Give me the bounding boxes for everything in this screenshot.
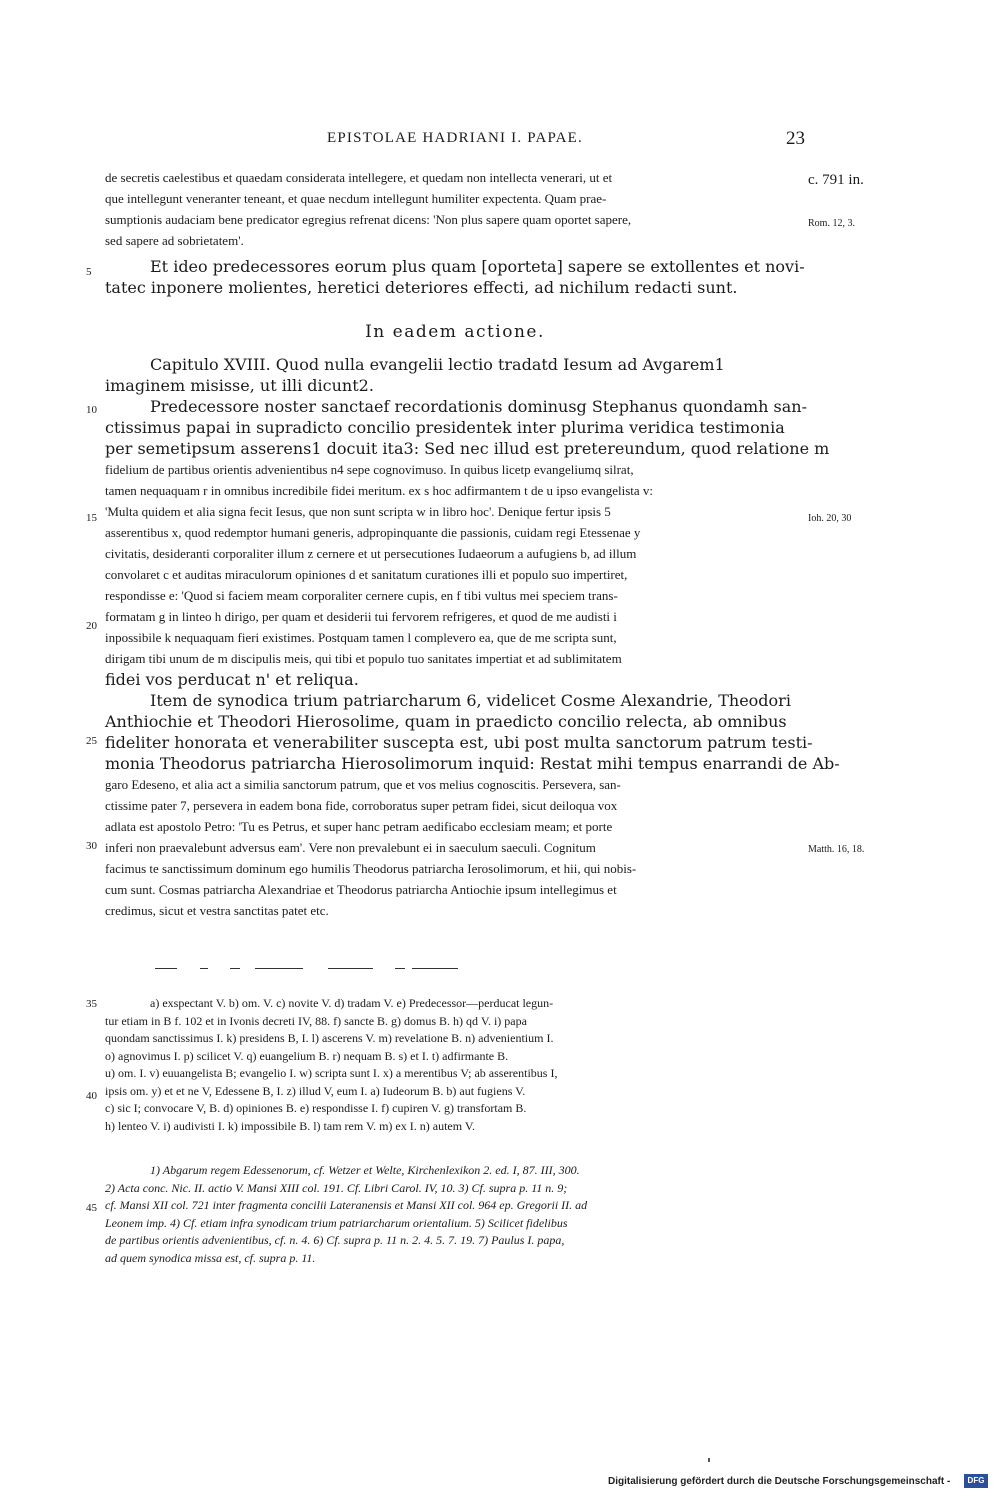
line-number: 30 bbox=[86, 840, 97, 852]
text-line: ctissime pater 7, persevera in eadem bona fide, corroboratus super petram fidei, sicut deiloqua vox bbox=[105, 798, 618, 813]
text-line: monia Theodorus patriarcha Hierosolimorum inquid: Restat mihi tempus enarrandi de Ab- bbox=[105, 754, 840, 773]
margin-note-rom: Rom. 12, 3. bbox=[808, 218, 855, 229]
separator-rule bbox=[412, 968, 458, 969]
footnote-line: Leonem imp. 4) Cf. etiam infra synodicam trium patriarcharum orientalium. 5) Scilicet fidelibus bbox=[105, 1215, 568, 1230]
text-line: adlata est apostolo Petro: 'Tu es Petrus, et super hanc petram aedificabo ecclesiam meam; et porte bbox=[105, 819, 613, 834]
page-header bbox=[105, 130, 805, 154]
text-line: inferi non praevalebunt adversus eam'. Vere non prevalebunt ei in saeculum saeculi. Cognitum bbox=[105, 840, 596, 855]
text-block-intro bbox=[105, 167, 805, 251]
text-line: asserentibus x, quod redemptor humani generis, adpropinquante die passionis, cuidam regi Etessenae y bbox=[105, 525, 641, 540]
separator-rule bbox=[395, 968, 405, 969]
text-line: fideliter honorata et venerabiliter suscepta est, ubi post multa sanctorum patrum testi- bbox=[105, 733, 813, 752]
apparatus-line: ipsis om. y) et et ne V, Edessene B, I. z) illud V, eum I. a) Iudeorum B. b) aut fugiens V. bbox=[105, 1083, 526, 1098]
apparatus-line: o) agnovimus I. p) scilicet V. q) euangelium B. r) nequam B. s) et I. t) adfirmante B. bbox=[105, 1048, 509, 1063]
line-number: 25 bbox=[86, 735, 97, 747]
text-line: que intellegunt veneranter teneant, et quae necdum intellegunt humiliter expectenta. Quam prae- bbox=[105, 191, 607, 206]
text-line: civitatis, desideranti corporaliter illum z cernere et ut persecutiones Iudaeorum a aufugiens b, ad illum bbox=[105, 546, 637, 561]
footnote-line: 1) Abgarum regem Edessenorum, cf. Wetzer et Welte, Kirchenlexikon 2. ed. I, 87. III, 300. bbox=[150, 1163, 580, 1177]
text-line: imaginem misisse, ut illi dicunt2. bbox=[105, 376, 374, 395]
apparatus-line: c) sic I; convocare V, B. d) opiniones B. e) respondisse I. f) cupiren V. g) transfortam B. bbox=[105, 1101, 527, 1115]
footnote-line: ad quem synodica missa est, cf. supra p. 11. bbox=[105, 1250, 316, 1265]
text-line: facimus te sanctissimum dominum ego humilis Theodorus patriarcha Ierosolimorum, et hii, qui nobis- bbox=[105, 861, 637, 876]
text-line: sed sapere ad sobrietatem'. bbox=[105, 233, 244, 248]
apparatus-line: a) exspectant V. b) om. V. c) novite V. d) tradam V. e) Predecessor—perducat legun- bbox=[150, 996, 554, 1010]
digitization-credit: Digitalisierung gefördert durch die Deutsche Forschungsgemeinschaft - bbox=[608, 1476, 951, 1487]
footnote-line: cf. Mansi XII col. 721 inter fragmenta concilii Lateranensis et Mansi XII col. 964 ep. Gregorii II. ad bbox=[105, 1198, 588, 1212]
text-line: de secretis caelestibus et quaedam considerata intellegere, et quedam non intellecta venerari, ut et bbox=[105, 170, 613, 185]
scan-speck bbox=[708, 1458, 710, 1462]
text-line: garo Edeseno, et alia act a similia sanctorum patrum, que et vos melius cognoscitis. Persevera, san- bbox=[105, 777, 621, 792]
margin-note-matth: Matth. 16, 18. bbox=[808, 844, 865, 855]
line-number: 15 bbox=[86, 512, 97, 524]
text-line: Item de synodica trium patriarcharum 6, videlicet Cosme Alexandrie, Theodori bbox=[150, 691, 791, 710]
section-heading: In eadem actione. bbox=[365, 322, 545, 342]
separator-rule bbox=[230, 968, 240, 969]
margin-note-ioh: Ioh. 20, 30 bbox=[808, 513, 852, 524]
line-number: 35 bbox=[86, 998, 97, 1010]
footnotes bbox=[105, 1162, 805, 1267]
text-line: ctissimus papai in supradicto concilio presidentek inter plurima veridica testimonia bbox=[105, 418, 785, 437]
separator-rule bbox=[328, 968, 373, 969]
line-number: 40 bbox=[86, 1090, 97, 1102]
line-number: 20 bbox=[86, 620, 97, 632]
separator-rule bbox=[255, 968, 303, 969]
text-line: respondisse e: 'Quod si faciem meam corporaliter cernere cupis, en f tibi vultus mei speciem trans- bbox=[105, 588, 618, 603]
text-line: cum sunt. Cosmas patriarcha Alexandriae et Theodorus patriarcha Antiochie ipsum intellegimus et bbox=[105, 882, 617, 897]
apparatus-line: quondam sanctissimus I. k) presidens B, I. l) ascerens V. m) revelatione B. n) advenientium I. bbox=[105, 1031, 554, 1045]
text-line: 'Multa quidem et alia signa fecit Iesus, que non sunt scripta w in libro hoc'. Denique fertur ipsis 5 bbox=[105, 504, 611, 519]
line-number: 10 bbox=[86, 404, 97, 416]
dfg-logo: DFG bbox=[964, 1474, 988, 1488]
text-line: fidelium de partibus orientis advenientibus n4 sepe cognovimuso. In quibus licetp evangeliumq silrat, bbox=[105, 462, 634, 477]
footnote-line: 2) Acta conc. Nic. II. actio V. Mansi XIII col. 191. Cf. Libri Carol. IV, 10. 3) Cf. supra p. 11 n. 9; bbox=[105, 1180, 568, 1195]
page-number: 23 bbox=[786, 128, 805, 149]
footnote-line: de partibus orientis advenientibus, cf. n. 4. 6) Cf. supra p. 11 n. 2. 4. 5. 7. 19. 7) Paulus I. papa, bbox=[105, 1233, 565, 1247]
apparatus-line: tur etiam in B f. 102 et in Ivonis decreti IV, 88. f) sancte B. g) domus B. h) qd V. i) papa bbox=[105, 1013, 527, 1028]
text-line: fidei vos perducat n' et reliqua. bbox=[105, 670, 359, 689]
text-line: tamen nequaquam r in omnibus incredibile fidei meritum. ex s hoc adfirmantem t de u ipso evangelista v: bbox=[105, 483, 654, 498]
text-line: Et ideo predecessores eorum plus quam [oporteta] sapere se extollentes et novi- bbox=[150, 257, 805, 276]
text-line: tatec inponere molientes, heretici deteriores effecti, ad nichilum redacti sunt. bbox=[105, 278, 738, 297]
text-line: formatam g in linteo h dirigo, per quam et desiderii tui fervorem refrigeres, et quod de me audisti i bbox=[105, 609, 617, 624]
text-line: credimus, sicut et vestra sanctitas patet etc. bbox=[105, 903, 329, 918]
critical-apparatus bbox=[105, 995, 805, 1135]
apparatus-line: h) lenteo V. i) audivisti I. k) impossibile B. l) tam rem V. m) ex I. n) autem V. bbox=[105, 1118, 475, 1133]
margin-note-date: c. 791 in. bbox=[808, 172, 864, 188]
text-line: Predecessore noster sanctaef recordationis dominusg Stephanus quondamh san- bbox=[150, 397, 808, 416]
line-number: 5 bbox=[86, 266, 92, 278]
chapter-heading: Capitulo XVIII. Quod nulla evangelii lectio tradatd Iesum ad Avgarem1 bbox=[150, 355, 725, 374]
running-title: EPISTOLAE HADRIANI I. PAPAE. bbox=[327, 130, 583, 146]
text-line: dirigam tibi unum de m discipulis meis, qui tibi et populo tuo sanitates impertiat et ad sublimitatem bbox=[105, 651, 622, 666]
text-block-large-1 bbox=[105, 256, 805, 298]
separator-rule bbox=[155, 968, 177, 969]
text-line: sumptionis audaciam bene predicator egregius refrenat dicens: 'Non plus sapere quam oportet sapere, bbox=[105, 212, 632, 227]
separator-rule bbox=[200, 968, 208, 969]
text-line: inpossibile k nequaquam fieri existimes. Postquam tamen l complevero ea, que de me scripta sunt, bbox=[105, 630, 617, 645]
apparatus-line: u) om. I. v) euuangelista B; evangelio I. w) scripta sunt I. x) a merentibus V; ab asserentibus I, bbox=[105, 1066, 558, 1080]
line-number: 45 bbox=[86, 1202, 97, 1214]
text-line: per semetipsum asserens1 docuit ita3: Sed nec illud est pretereundum, quod relatione m bbox=[105, 439, 830, 458]
text-line: Anthiochie et Theodori Hierosolime, quam in praedicto concilio relecta, ab omnibus bbox=[105, 712, 787, 731]
text-line: convolaret c et auditas miraculorum opiniones d et sanitatum curationes illi et populo suo impertiret, bbox=[105, 567, 628, 582]
